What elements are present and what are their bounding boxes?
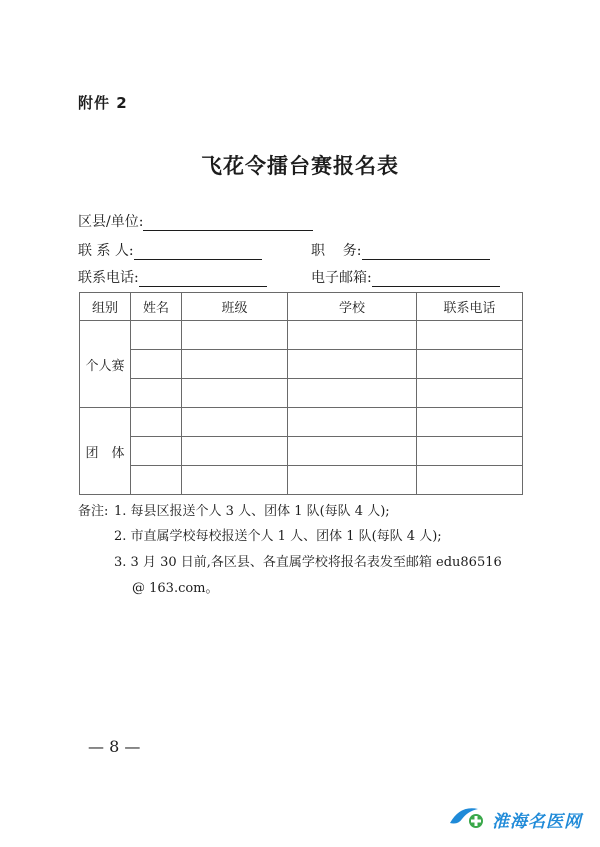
name-cell[interactable] bbox=[131, 437, 182, 466]
email-label: 电子邮箱: bbox=[311, 270, 372, 286]
district-unit-blank[interactable] bbox=[143, 216, 313, 231]
watermark-logo bbox=[446, 803, 582, 835]
phone-cell[interactable] bbox=[417, 437, 523, 466]
header-class: 班级 bbox=[182, 293, 288, 321]
school-cell[interactable] bbox=[288, 321, 417, 350]
group-team: 团 体 bbox=[80, 408, 131, 495]
contact-phone-blank[interactable] bbox=[139, 272, 267, 287]
notes-label: 备注: bbox=[78, 504, 109, 519]
name-cell[interactable] bbox=[131, 408, 182, 437]
class-cell[interactable] bbox=[182, 350, 288, 379]
school-cell[interactable] bbox=[288, 408, 417, 437]
table-row bbox=[80, 321, 523, 350]
phone-cell[interactable] bbox=[417, 350, 523, 379]
note-item: @ 163.com。 bbox=[132, 581, 219, 596]
header-school: 学校 bbox=[288, 293, 417, 321]
group-individual: 个人赛 bbox=[80, 321, 131, 408]
form-title: 飞花令擂台赛报名表 bbox=[201, 153, 399, 178]
position-label: 职 务: bbox=[311, 243, 362, 259]
position-row bbox=[311, 240, 490, 260]
phone-cell[interactable] bbox=[417, 408, 523, 437]
doctor-logo-icon bbox=[446, 803, 488, 835]
contact-person-row bbox=[78, 240, 262, 260]
contact-person-blank[interactable] bbox=[134, 245, 262, 260]
position-blank[interactable] bbox=[362, 245, 490, 260]
watermark-text: 淮海名医网 bbox=[492, 811, 582, 832]
class-cell[interactable] bbox=[182, 321, 288, 350]
contact-phone-row bbox=[78, 267, 267, 287]
note-item: 3. 3 月 30 日前,各区县、各直属学校将报名表发至邮箱 edu86516 bbox=[114, 555, 502, 570]
name-cell[interactable] bbox=[131, 350, 182, 379]
registration-table bbox=[79, 292, 523, 495]
name-cell[interactable] bbox=[131, 466, 182, 495]
attachment-label: 附件 2 bbox=[78, 94, 128, 112]
class-cell[interactable] bbox=[182, 379, 288, 408]
phone-cell[interactable] bbox=[417, 466, 523, 495]
table-header-row bbox=[80, 293, 523, 321]
name-cell[interactable] bbox=[131, 379, 182, 408]
header-phone: 联系电话 bbox=[417, 293, 523, 321]
email-blank[interactable] bbox=[372, 272, 500, 287]
header-group: 组别 bbox=[80, 293, 131, 321]
note-item: 2. 市直属学校每校报送个人 1 人、团体 1 队(每队 4 人); bbox=[114, 529, 442, 544]
phone-cell[interactable] bbox=[417, 379, 523, 408]
header-name: 姓名 bbox=[131, 293, 182, 321]
phone-cell[interactable] bbox=[417, 321, 523, 350]
name-cell[interactable] bbox=[131, 321, 182, 350]
class-cell[interactable] bbox=[182, 437, 288, 466]
table-row bbox=[80, 379, 523, 408]
table-row bbox=[80, 408, 523, 437]
district-unit-label: 区县/单位: bbox=[78, 214, 144, 230]
class-cell[interactable] bbox=[182, 466, 288, 495]
school-cell[interactable] bbox=[288, 466, 417, 495]
class-cell[interactable] bbox=[182, 408, 288, 437]
table-row bbox=[80, 350, 523, 379]
district-unit-row bbox=[78, 211, 313, 231]
contact-person-label: 联 系 人: bbox=[78, 243, 134, 259]
table-row bbox=[80, 466, 523, 495]
note-item: 1. 每县区报送个人 3 人、团体 1 队(每队 4 人); bbox=[114, 504, 390, 519]
table-row bbox=[80, 437, 523, 466]
contact-phone-label: 联系电话: bbox=[78, 270, 139, 286]
page-number: — 8 — bbox=[88, 737, 141, 756]
school-cell[interactable] bbox=[288, 350, 417, 379]
school-cell[interactable] bbox=[288, 379, 417, 408]
email-row bbox=[311, 267, 500, 287]
school-cell[interactable] bbox=[288, 437, 417, 466]
